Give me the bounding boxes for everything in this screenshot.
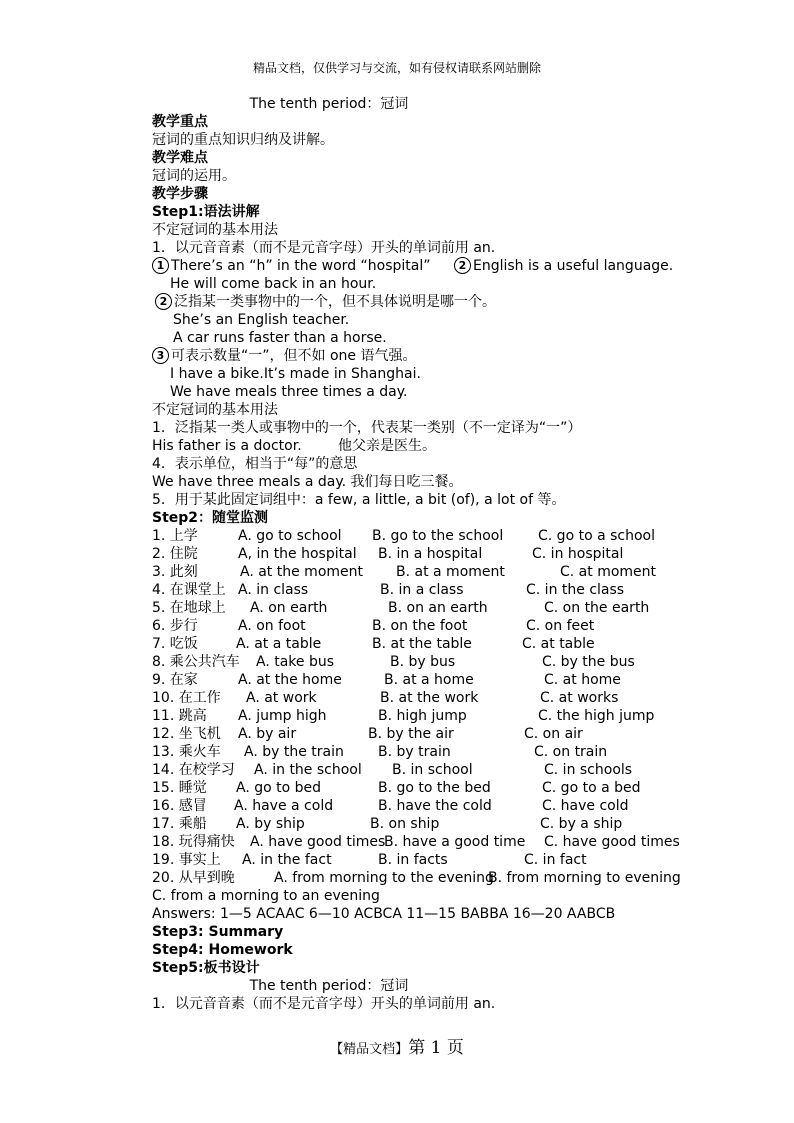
exercise-question: 6. 步行: [152, 618, 198, 634]
step3-heading: Step3: Summary: [152, 924, 284, 940]
exercise-option-b: B. in facts: [378, 852, 448, 868]
exercise-option-a: A. go to bed: [236, 780, 322, 796]
exercise-option-b: B. high jump: [378, 708, 467, 724]
exercise-question: 1. 上学: [152, 528, 198, 544]
exercise-row: [152, 689, 752, 707]
board-rule: 1．以元音音素（而不是元音字母）开头的单词前用 an.: [152, 996, 496, 1012]
exercise-option-a: A. at a table: [236, 636, 322, 652]
page-footer: [0, 1033, 794, 1058]
rule-3: [152, 347, 752, 365]
circled-number: 2: [155, 293, 172, 310]
rule-5: 4．表示单位，相当于“每”的意思: [152, 456, 358, 472]
exercise-option-a: A. go to school: [238, 528, 342, 544]
example-english: His father is a doctor.: [152, 438, 302, 454]
exercise-option-c: C. by the bus: [542, 654, 635, 670]
exercise-option-b: B. go to the bed: [378, 780, 491, 796]
example-text: English is a useful language.: [473, 258, 674, 274]
exercise-option-a: A. at work: [246, 690, 317, 706]
exercise-option-c: C. by a ship: [540, 816, 623, 832]
exercise-row: [152, 635, 752, 653]
exercise-row: [152, 833, 752, 851]
exercise-option-b: B. at the table: [372, 636, 472, 652]
exercise-row: [152, 797, 752, 815]
exercise-option-c: C. on the earth: [544, 600, 650, 616]
exercise-option-b: B. in a hospital: [378, 546, 483, 562]
exercise-question: 14. 在校学习: [152, 762, 235, 778]
exercise-option-c: C. at home: [544, 672, 621, 688]
footer-page-number: 1: [430, 1038, 442, 1058]
exercise-question: 16. 感冒: [152, 798, 207, 814]
circled-number: 1: [152, 257, 169, 274]
exercise-option-c: C. at table: [522, 636, 595, 652]
indefinite-article-heading: 不定冠词的基本用法: [152, 222, 278, 238]
rule-text: 可表示数量“一”，但不如 one 语气强。: [171, 348, 417, 364]
exercise-question: 7. 吃饭: [152, 636, 198, 652]
step1-heading: Step1:语法讲解: [152, 204, 260, 220]
exercise-option-c: C. on feet: [526, 618, 595, 634]
exercise-row: [152, 671, 752, 689]
rule-text: 泛指某一类事物中的一个，但不具体说明是哪一个。: [174, 294, 496, 310]
footer-tag: 【精品文档】: [330, 1042, 409, 1057]
example-line-6: We have meals three times a day.: [170, 384, 408, 400]
exercise-row-20: [152, 869, 752, 887]
exercise-row: [152, 779, 752, 797]
exercise-option-b: B. on an earth: [388, 600, 488, 616]
exercise-option-b: B. on ship: [370, 816, 440, 832]
exercise-option-b: B. have a good time: [384, 834, 526, 850]
exercise-question: 10. 在工作: [152, 690, 221, 706]
exercise-row: [152, 527, 752, 545]
exercise-option-a: A. have a cold: [234, 798, 334, 814]
steps-heading: 教学步骤: [152, 186, 208, 202]
example-line-7: [152, 437, 752, 455]
exercise-option-b: B. from morning to evening: [488, 870, 681, 886]
exercise-row: [152, 617, 752, 635]
exercise-question: 11. 跳高: [152, 708, 207, 724]
exercise-row: [152, 743, 752, 761]
example-line-5: I have a bike.It’s made in Shanghai.: [170, 366, 421, 382]
example-line-4: A car runs faster than a horse.: [173, 330, 387, 346]
exercise-option-c: C. have cold: [542, 798, 629, 814]
exercise-question: 2. 住院: [152, 546, 198, 562]
exercise-option-b: B. go to the school: [372, 528, 504, 544]
example-line-1: [152, 257, 752, 275]
exercise-question: 20. 从早到晚: [152, 870, 235, 886]
rule-1: 1．以元音音素（而不是元音字母）开头的单词前用 an.: [152, 240, 496, 256]
exercise-option-b: B. at the work: [380, 690, 479, 706]
exercise-option-b: B. in school: [392, 762, 473, 778]
exercise-row: [152, 599, 752, 617]
indefinite-article-heading-2: 不定冠词的基本用法: [152, 402, 278, 418]
exercise-option-b: B. by the air: [368, 726, 454, 742]
exercise-question: 12. 坐飞机: [152, 726, 221, 742]
exercise-option-a: A. by ship: [236, 816, 305, 832]
example-2-group: [454, 257, 673, 275]
exercise-option-b: B. on the foot: [372, 618, 468, 634]
exercise-option-a: A. in class: [238, 582, 309, 598]
exercise-option-a: A. in the school: [254, 762, 362, 778]
exercise-option-b: B. in a class: [380, 582, 464, 598]
exercise-option-c: C. go to a bed: [542, 780, 641, 796]
difficulty-heading: 教学难点: [152, 150, 208, 166]
exercise-option-c: C. at moment: [560, 564, 657, 580]
exercise-option-c: C. at works: [540, 690, 619, 706]
exercise-option-a: A, in the hospital: [238, 546, 357, 562]
circled-number: 2: [454, 257, 471, 274]
exercise-option-c: C. on train: [534, 744, 608, 760]
rule-6: 5．用于某此固定词组中：a few, a little, a bit (of), a lot of 等。: [152, 492, 566, 508]
exercise-option-a: A. from morning to the evening: [274, 870, 494, 886]
step5-heading: Step5:板书设计: [152, 960, 260, 976]
exercise-option-b: B. have the cold: [378, 798, 492, 814]
exercise-question: 5. 在地球上: [152, 600, 226, 616]
exercise-question: 19. 事实上: [152, 852, 221, 868]
exercise-option-a: A. at the home: [238, 672, 342, 688]
exercise-question: 17. 乘船: [152, 816, 207, 832]
step4-heading: Step4: Homework: [152, 942, 293, 958]
exercise-option-c-row: C. from a morning to an evening: [152, 888, 380, 904]
exercise-row: [152, 707, 752, 725]
footer-page-suffix: 页: [446, 1038, 464, 1058]
exercise-row: [152, 545, 752, 563]
exercise-list: [152, 527, 752, 869]
exercise-question: 18. 玩得痛快: [152, 834, 235, 850]
exercise-row: [152, 851, 752, 869]
document-body: [152, 95, 752, 1013]
rule-2: [152, 293, 752, 311]
example-text: There’s an “h” in the word “hospital”: [171, 258, 431, 274]
exercise-option-b: B. at a moment: [396, 564, 505, 580]
exercise-row: [152, 563, 752, 581]
exercise-row: [152, 725, 752, 743]
example-line-3: She’s an English teacher.: [173, 312, 350, 328]
key-points-heading: 教学重点: [152, 114, 208, 130]
exercise-option-c: C. in schools: [544, 762, 633, 778]
exercise-option-a: A. on foot: [238, 618, 306, 634]
exercise-question: 9. 在家: [152, 672, 198, 688]
exercise-row: [152, 761, 752, 779]
exercise-option-a: A. take bus: [256, 654, 335, 670]
exercise-question: 8. 乘公共汽车: [152, 654, 240, 670]
exercise-option-a: A. on earth: [250, 600, 328, 616]
exercise-option-a: A. have good times: [250, 834, 386, 850]
exercise-option-a: A. by the train: [244, 744, 344, 760]
page-title: The tenth period：冠词: [249, 96, 409, 112]
exercise-option-c: C. go to a school: [538, 528, 655, 544]
exercise-question: 15. 睡觉: [152, 780, 207, 796]
exercise-option-c: C. in hospital: [532, 546, 624, 562]
exercise-option-b: B. by train: [378, 744, 451, 760]
exercise-option-a: A. by air: [238, 726, 297, 742]
example-line-2: He will come back in an hour.: [170, 276, 377, 292]
exercise-row: [152, 815, 752, 833]
header-note: 精品文档，仅供学习与交流，如有侵权请联系网站删除: [252, 61, 541, 75]
exercise-option-c: C. on air: [524, 726, 583, 742]
exercise-option-b: B. at a home: [384, 672, 474, 688]
example-line-8: We have three meals a day. 我们每日吃三餐。: [152, 474, 463, 490]
exercise-question: 13. 乘火车: [152, 744, 221, 760]
exercise-option-c: C. in the class: [526, 582, 625, 598]
example-chinese: 他父亲是医生。: [338, 438, 436, 454]
rule-4: 1．泛指某一类人或事物中的一个，代表某一类别（不一定译为“一”）: [152, 420, 582, 436]
exercise-row: [152, 581, 752, 599]
footer-page-prefix: 第: [408, 1038, 426, 1058]
board-title: The tenth period：冠词: [249, 978, 409, 994]
exercise-question: 3. 此刻: [152, 564, 198, 580]
exercise-option-a: A. at the moment: [240, 564, 363, 580]
exercise-option-a: A. in the fact: [242, 852, 332, 868]
difficulty-text: 冠词的运用。: [152, 168, 236, 184]
circled-number: 3: [152, 347, 169, 364]
answers-line: Answers: 1—5 ACAAC 6—10 ACBCA 11—15 BABBA 16—20 AABCB: [152, 906, 616, 922]
key-points-text: 冠词的重点知识归纳及讲解。: [152, 132, 334, 148]
exercise-row: [152, 653, 752, 671]
exercise-question: 4. 在课堂上: [152, 582, 226, 598]
step2-heading: Step2：随堂监测: [152, 510, 269, 526]
exercise-option-c: C. have good times: [544, 834, 680, 850]
exercise-option-a: A. jump high: [238, 708, 327, 724]
exercise-option-c: C. the high jump: [538, 708, 655, 724]
exercise-option-b: B. by bus: [390, 654, 456, 670]
exercise-option-c: C. in fact: [524, 852, 587, 868]
